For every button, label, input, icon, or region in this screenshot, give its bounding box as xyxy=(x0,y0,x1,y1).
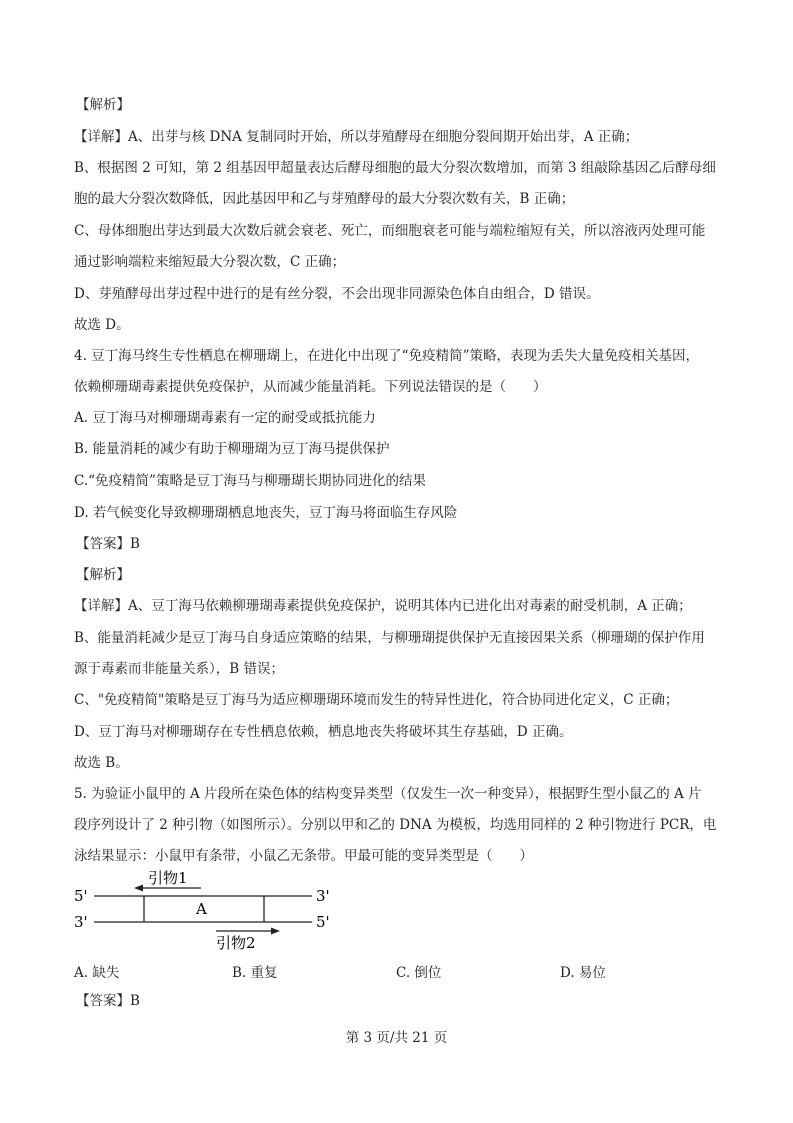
q4-option-b: B. 能量消耗的减少有助于柳珊瑚为豆丁海马提供保护 xyxy=(74,441,390,457)
primer-diagram xyxy=(70,868,370,958)
q5-option-c: C. 倒位 xyxy=(396,965,442,981)
q4-detail-d: D、豆丁海马对柳珊瑚存在专性栖息依赖，栖息地丧失将破坏其生存基础，D 正确。 xyxy=(74,724,573,740)
primer2-label: 引物2 xyxy=(216,934,256,952)
segment-a-label: A xyxy=(196,900,207,918)
q3-detail-c-line2: 通过影响端粒来缩短最大分裂次数，C 正确； xyxy=(74,254,346,270)
q4-option-c: C.“免疫精简”策略是豆丁海马与柳珊瑚长期协同进化的结果 xyxy=(74,473,426,489)
q3-conclusion: 故选 D。 xyxy=(74,317,130,333)
q4-option-d: D. 若气候变化导致柳珊瑚栖息地丧失，豆丁海马将面临生存风险 xyxy=(74,505,458,521)
bottom-right-end-label: 5' xyxy=(316,913,330,931)
q4-conclusion: 故选 B。 xyxy=(74,755,129,771)
q3-detail-c-line1: C、母体细胞出芽达到最大次数后就会衰老、死亡，而细胞衰老可能与端粒缩短有关，所以溶液丙处理可能 xyxy=(74,223,706,239)
q4-detail-c: C、"免疫精简"策略是豆丁海马为适应柳珊瑚环境而发生的特异性进化，符合协同进化定义，C 正确； xyxy=(74,692,679,708)
q4-option-a: A. 豆丁海马对柳珊瑚毒素有一定的耐受或抵抗能力 xyxy=(74,410,376,426)
page-footer: 第 3 页/共 21 页 xyxy=(345,1030,448,1046)
q3-detail-b-line2: 胞的最大分裂次数降低，因此基因甲和乙与芽殖酵母的最大分裂次数有关，B 正确； xyxy=(74,191,575,207)
q5-stem-line3: 泳结果显示：小鼠甲有条带，小鼠乙无条带。甲最可能的变异类型是（ ） xyxy=(74,848,533,864)
primer2-arrow-head xyxy=(271,928,280,935)
top-left-end-label: 5' xyxy=(74,887,88,905)
q5-stem-line2: 段序列设计了 2 种引物（如图所示）。分别以甲和乙的 DNA 为模板，均选用同样的 2 种引物进行 PCR，电 xyxy=(74,817,717,833)
q4-detail-b-line2: 源于毒素而非能量关系），B 错误； xyxy=(74,661,284,677)
q4-stem-line1: 4. 豆丁海马终生专性栖息在柳珊瑚上，在进化中出现了“免疫精简”策略，表现为丢失大量免疫相关基因， xyxy=(74,348,699,364)
q4-stem-line2: 依赖柳珊瑚毒素提供免疫保护，从而减少能量消耗。下列说法错误的是（ ） xyxy=(74,379,547,395)
q4-analysis-label: 【解析】 xyxy=(76,567,130,583)
primer1-arrow-head xyxy=(134,885,143,892)
q3-analysis-label: 【解析】 xyxy=(76,97,130,113)
q5-option-b: B. 重复 xyxy=(232,965,278,981)
q5-answer: 【答案】B xyxy=(76,993,140,1009)
q3-detail-b-line1: B、根据图 2 可知，第 2 组基因甲超量表达后酵母细胞的最大分裂次数增加，而第 3 组敲除基因乙后酵母细 xyxy=(74,160,716,176)
q3-detail-a: 【详解】A、出芽与核 DNA 复制同时开始，所以芽殖酵母在细胞分裂间期开始出芽，A 正确； xyxy=(74,129,639,145)
q5-option-a: A. 缺失 xyxy=(74,965,120,981)
q3-detail-d: D、芽殖酵母出芽过程中进行的是有丝分裂，不会出现非同源染色体自由组合，D 错误。 xyxy=(74,286,600,302)
q4-answer: 【答案】B xyxy=(76,536,140,552)
bottom-left-end-label: 3' xyxy=(74,913,88,931)
top-right-end-label: 3' xyxy=(316,887,330,905)
q5-options xyxy=(74,961,714,981)
q5-stem-line1: 5. 为验证小鼠甲的 A 片段所在染色体的结构变异类型（仅发生一次一种变异），根据野生型小鼠乙的 A 片 xyxy=(74,786,702,802)
primer1-label: 引物1 xyxy=(148,869,188,887)
q5-option-d: D. 易位 xyxy=(560,965,606,981)
q4-detail-a: 【详解】A、豆丁海马依赖柳珊瑚毒素提供免疫保护，说明其体内已进化出对毒素的耐受机制，A 正确； xyxy=(74,598,692,614)
q4-detail-b-line1: B、能量消耗减少是豆丁海马自身适应策略的结果，与柳珊瑚提供保护无直接因果关系（柳珊瑚的保护作用 xyxy=(74,630,705,646)
